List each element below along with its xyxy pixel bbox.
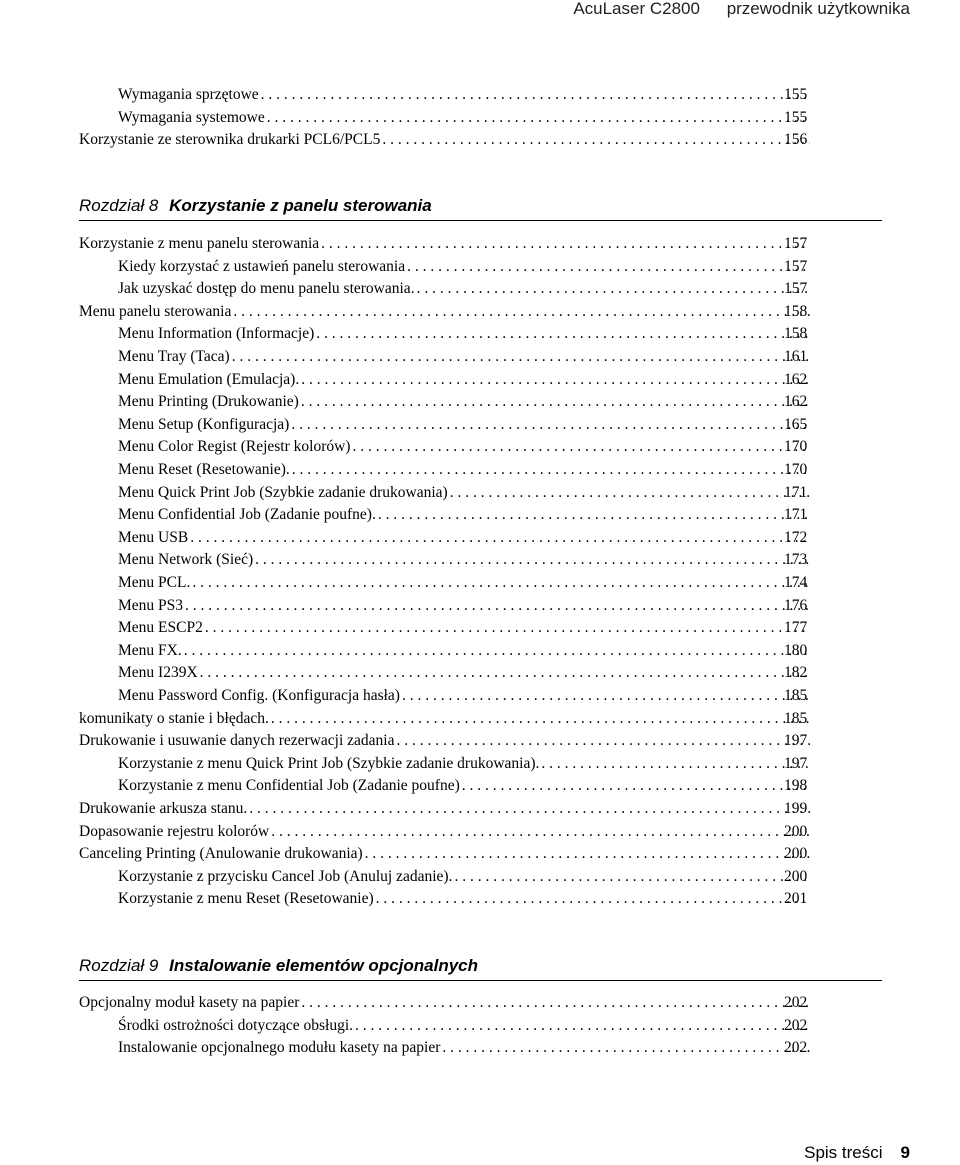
toc-entry[interactable] [0, 255, 960, 278]
dot-leader [269, 820, 810, 843]
toc-entry-title: Wymagania systemowe [118, 108, 265, 126]
toc-entry-page: 162 [784, 393, 808, 411]
toc-entry-page: 200 [784, 822, 808, 840]
toc-entry-text [118, 255, 810, 278]
toc-entry[interactable] [0, 526, 960, 549]
toc-entry-title: Menu PCL. [118, 574, 191, 591]
toc-entry[interactable] [0, 300, 960, 323]
toc-entry-page: 170 [784, 461, 808, 478]
toc-entry-title: Jak uzyskać dostęp do menu panelu sterowania. [118, 280, 415, 298]
toc-entry-text [118, 661, 810, 684]
dot-leader [289, 413, 810, 436]
toc-entry-text [118, 390, 810, 413]
toc-entry-title: komunikaty o stanie i błędach. [79, 709, 269, 727]
toc-entry-title: Menu Setup (Konfiguracja) [118, 415, 290, 433]
dot-leader [188, 526, 810, 549]
toc-entry[interactable] [0, 413, 960, 436]
toc-entry-page: 157 [784, 280, 808, 298]
toc-entry[interactable] [0, 83, 960, 106]
toc-entry-text [79, 842, 810, 865]
toc-entry-text [118, 106, 810, 129]
toc-entry-page: 170 [784, 438, 808, 456]
toc-entry-text [118, 887, 810, 910]
toc-entry-title: Menu FX. [118, 641, 182, 659]
dot-leader [405, 255, 810, 278]
chapter-8-title: Korzystanie z panelu sterowania [169, 196, 432, 215]
dot-leader [190, 571, 810, 594]
toc-entry[interactable] [0, 616, 960, 639]
toc-entry[interactable] [0, 232, 960, 255]
toc-entry[interactable] [0, 458, 960, 481]
dot-leader [415, 277, 810, 300]
toc-entry-page: 199 [784, 800, 808, 817]
toc-entry-title: Menu PS3 [118, 596, 184, 614]
dot-leader [440, 1036, 810, 1059]
toc-entry-page: 156 [784, 131, 808, 148]
toc-entry-page: 176 [784, 596, 808, 614]
toc-entry-text [79, 991, 810, 1014]
toc-entry-page: 185 [784, 687, 808, 704]
toc-entry-title: Menu Confidential Job (Zadanie poufne). [118, 506, 376, 524]
toc-entry-page: 161 [784, 348, 808, 365]
toc-entry-page: 157 [784, 235, 808, 252]
toc-entry-title: Menu Reset (Resetowanie). [118, 461, 290, 478]
toc-entry-text [118, 616, 810, 639]
toc-entry-page: 180 [784, 641, 808, 659]
toc-entry[interactable] [0, 887, 960, 910]
toc-entry[interactable] [0, 729, 960, 752]
toc-entry[interactable] [0, 661, 960, 684]
dot-leader [452, 865, 810, 888]
toc-entry[interactable] [0, 481, 960, 504]
toc-entry-text [118, 684, 810, 707]
toc-entry[interactable] [0, 991, 960, 1014]
toc-entry[interactable] [0, 752, 960, 775]
dot-leader [182, 639, 810, 662]
dot-leader [299, 390, 810, 413]
toc-entry-page: 177 [784, 619, 808, 637]
toc-entry-page: 201 [784, 890, 808, 908]
page-footer [804, 1143, 910, 1163]
toc-entry-page: 171 [784, 506, 808, 524]
toc-entry-title: Instalowanie opcjonalnego modułu kasety na papier [118, 1039, 441, 1056]
toc-entry[interactable] [0, 865, 960, 888]
toc-entry-text [118, 774, 810, 797]
toc-entry-text [118, 752, 810, 775]
dot-leader [231, 300, 810, 323]
toc-entry-title: Dopasowanie rejestru kolorów [79, 822, 270, 840]
toc-entry-text [79, 128, 810, 151]
toc-entry[interactable] [0, 322, 960, 345]
dot-leader [290, 458, 810, 481]
toc-entry-title: Menu panelu sterowania [79, 302, 232, 320]
toc-entry-text [118, 413, 810, 436]
dot-leader [363, 842, 810, 865]
toc-entry-title: Środki ostrożności dotyczące obsługi. [118, 1016, 354, 1034]
toc-entry-page: 157 [784, 257, 808, 275]
dot-leader [539, 752, 810, 775]
toc-entry-page: 197 [784, 732, 808, 750]
toc-entry-title: Korzystanie z menu Confidential Job (Zadanie poufne) [118, 777, 460, 795]
toc-entry-page: 172 [784, 528, 808, 546]
dot-leader [253, 548, 810, 571]
toc-entry-title: Menu Printing (Drukowanie) [118, 393, 299, 411]
toc-entry-text [118, 481, 810, 504]
toc-entry[interactable] [0, 277, 960, 300]
toc-entry-title: Korzystanie z menu Reset (Resetowanie) [118, 890, 374, 908]
toc-entry-page: 202 [784, 1039, 808, 1056]
toc-entry-text [118, 594, 810, 617]
toc-entry[interactable] [0, 820, 960, 843]
toc-entry[interactable] [0, 128, 960, 151]
toc-entry-text [118, 571, 810, 594]
footer-section: Spis treści [804, 1143, 883, 1162]
dot-leader [203, 616, 810, 639]
toc-entry-page: 182 [784, 664, 808, 682]
chapter-8-label: Rozdział 8 [79, 196, 159, 215]
dot-leader [299, 991, 810, 1014]
toc-entry-page: 171 [784, 483, 808, 501]
product-name: AcuLaser C2800 [573, 0, 700, 18]
toc-entry-text [118, 639, 810, 662]
dot-leader [394, 729, 810, 752]
toc-entry[interactable] [0, 842, 960, 865]
chapter-9-label: Rozdział 9 [79, 956, 159, 975]
toc-entry-title: Kiedy korzystać z ustawień panelu sterowania [118, 257, 406, 275]
toc-entry[interactable] [0, 106, 960, 129]
chapter-9-heading [79, 956, 882, 981]
dot-leader [198, 661, 810, 684]
toc-entry-title: Menu Emulation (Emulacja). [118, 370, 300, 388]
toc-entry[interactable] [0, 707, 960, 730]
toc-entry[interactable] [0, 503, 960, 526]
toc-entry-text [118, 1014, 810, 1037]
toc-entry-text [118, 345, 810, 368]
dot-leader [400, 684, 810, 707]
toc-entry-title: Canceling Printing (Anulowanie drukowania) [79, 845, 363, 863]
toc-entry[interactable] [0, 594, 960, 617]
toc-entry-title: Menu Information (Informacje) [118, 325, 315, 343]
toc-entry-text [79, 707, 810, 730]
toc-entry[interactable] [0, 435, 960, 458]
toc-entry-text [118, 458, 810, 481]
dot-leader [353, 1014, 810, 1037]
toc-entry-text [118, 368, 810, 391]
toc-entry-page: 198 [784, 777, 808, 795]
dot-leader [265, 106, 810, 129]
toc-entry-title: Korzystanie ze sterownika drukarki PCL6/PCL5 [79, 131, 381, 148]
toc-entry-page: 174 [784, 574, 808, 591]
toc-entry-text [118, 322, 810, 345]
toc-entry-title: Korzystanie z przycisku Cancel Job (Anuluj zadanie). [118, 867, 453, 885]
toc-entry-page: 162 [784, 370, 808, 388]
toc-entry-title: Korzystanie z menu Quick Print Job (Szybkie zadanie drukowania). [118, 754, 540, 772]
toc-entry-page: 173 [784, 551, 808, 569]
dot-leader [380, 128, 810, 151]
toc-entry-page: 200 [784, 845, 808, 863]
dot-leader [269, 707, 810, 730]
toc-entry[interactable] [0, 390, 960, 413]
toc-entry-page: 197 [784, 754, 808, 772]
dot-leader [319, 232, 810, 255]
dot-leader [299, 368, 810, 391]
toc-entry-title: Korzystanie z menu panelu sterowania [79, 235, 320, 252]
toc-entry-title: Menu Tray (Taca) [118, 348, 230, 365]
toc-entry-page: 202 [784, 994, 808, 1011]
toc-entry-page: 200 [784, 867, 808, 885]
toc-entry-title: Menu USB [118, 528, 189, 546]
chapter-9-title: Instalowanie elementów opcjonalnych [169, 956, 479, 975]
toc-entry-title: Drukowanie arkusza stanu. [79, 800, 248, 817]
toc-entry[interactable] [0, 548, 960, 571]
toc-entry[interactable] [0, 571, 960, 594]
toc-entry-text [79, 820, 810, 843]
toc-entry[interactable] [0, 797, 960, 820]
toc-entry[interactable] [0, 368, 960, 391]
toc-entry-text [118, 83, 810, 106]
toc-entry-page: 155 [784, 108, 808, 126]
toc-entry-text [118, 548, 810, 571]
dot-leader [314, 322, 810, 345]
toc-entry[interactable] [0, 345, 960, 368]
page-header [551, 0, 910, 17]
toc-entry[interactable] [0, 774, 960, 797]
toc-entry-title: Opcjonalny moduł kasety na papier [79, 994, 300, 1011]
dot-leader [376, 503, 810, 526]
toc-entry-text [118, 503, 810, 526]
toc-entry-title: Wymagania sprzętowe [118, 86, 259, 103]
toc-entry-title: Menu Color Regist (Rejestr kolorów) [118, 438, 351, 456]
toc-entry-title: Menu Quick Print Job (Szybkie zadanie drukowania) [118, 483, 448, 501]
dot-leader [259, 83, 810, 106]
toc-entry-text [118, 1036, 810, 1059]
toc-entry-page: 185 [784, 709, 808, 727]
toc-entry-title: Drukowanie i usuwanie danych rezerwacji zadania [79, 732, 395, 750]
chapter-8-heading [79, 196, 882, 221]
toc-entry-text [79, 729, 810, 752]
dot-leader [460, 774, 810, 797]
toc-entry[interactable] [0, 684, 960, 707]
toc-entry-title: Menu Password Config. (Konfiguracja hasła) [118, 687, 400, 704]
dot-leader [247, 797, 810, 820]
toc-entry-title: Menu I239X [118, 664, 198, 682]
dot-leader [350, 435, 810, 458]
toc-entry-page: 155 [784, 86, 808, 103]
toc-entry-text [118, 435, 810, 458]
dot-leader [183, 594, 810, 617]
toc-entry-text [79, 797, 810, 820]
guide-name: przewodnik użytkownika [726, 0, 910, 18]
toc-entry[interactable] [0, 1036, 960, 1059]
dot-leader [448, 481, 810, 504]
footer-page-number: 9 [900, 1143, 910, 1162]
toc-entry-title: Menu Network (Sieć) [118, 551, 254, 569]
toc-entry-page: 202 [784, 1016, 808, 1034]
toc-entry-text [79, 232, 810, 255]
dot-leader [374, 887, 810, 910]
toc-entry-page: 158 [784, 325, 808, 343]
dot-leader [230, 345, 810, 368]
toc-entry-page: 165 [784, 415, 808, 433]
toc-entry[interactable] [0, 1014, 960, 1037]
toc-entry-page: 158 [784, 302, 808, 320]
toc-entry-text [79, 300, 810, 323]
toc-entry-title: Menu ESCP2 [118, 619, 203, 637]
toc-entry-text [118, 277, 810, 300]
toc-entry-text [118, 865, 810, 888]
toc-entry[interactable] [0, 639, 960, 662]
toc-entry-text [118, 526, 810, 549]
